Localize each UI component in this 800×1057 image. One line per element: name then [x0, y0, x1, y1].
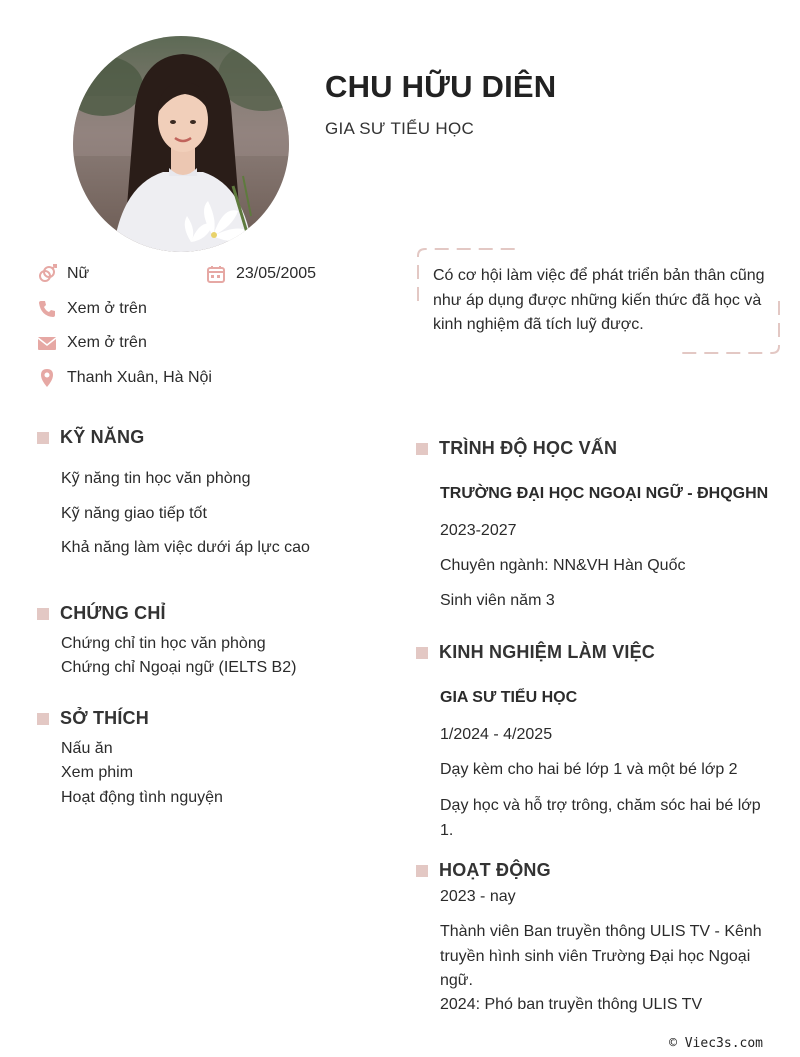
email-row — [37, 333, 147, 353]
calendar-icon — [206, 264, 226, 284]
education-major: Chuyên ngành: NN&VH Hàn Quốc — [440, 557, 686, 574]
section-certificates-label: CHỨNG CHỈ — [60, 603, 166, 623]
experience-period: 1/2024 - 4/2025 — [440, 726, 553, 743]
hobby-item: Xem phim — [61, 764, 134, 781]
birthdate-value: 23/05/2005 — [236, 265, 317, 282]
section-marker — [37, 713, 49, 725]
section-skills-title — [37, 427, 144, 448]
experience-description: Dạy kèm cho hai bé lớp 1 và một bé lớp 2 — [440, 761, 738, 778]
education-period: 2023-2027 — [440, 522, 517, 539]
section-marker — [37, 608, 49, 620]
avatar — [73, 36, 289, 252]
career-objective — [417, 248, 780, 354]
section-experience-label: KINH NGHIỆM LÀM VIỆC — [439, 642, 656, 662]
activity-description: 2024: Phó ban truyền thông ULIS TV — [440, 996, 703, 1013]
section-education-label: TRÌNH ĐỘ HỌC VẤN — [439, 438, 618, 458]
section-activities-title — [416, 860, 551, 881]
section-skills-label: KỸ NĂNG — [60, 427, 145, 447]
phone-row — [37, 299, 147, 319]
experience-description: Dạy học và hỗ trợ trông, chăm sóc hai bé lớp 1. — [440, 797, 761, 839]
location-pin-icon — [37, 368, 57, 388]
experience-position: GIA SƯ TIỂU HỌC — [440, 689, 578, 706]
section-activities-label: HOẠT ĐỘNG — [439, 860, 551, 880]
activity-description: Thành viên Ban truyền thông ULIS TV - Kênh truyền hình sinh viên Trường Đại học Ngoại ngữ. — [440, 923, 762, 989]
section-marker — [37, 432, 49, 444]
section-experience-title — [416, 642, 655, 663]
gender-row — [37, 264, 89, 284]
objective-text: Có cơ hội làm việc để phát triển bản thân cũng như áp dụng được những kiến thức đã học và kinh nghiệm đã tích luỹ được. — [433, 267, 765, 333]
section-marker — [416, 647, 428, 659]
certificate-item: Chứng chỉ tin học văn phòng — [61, 635, 266, 652]
job-title: GIA SƯ TIỂU HỌC — [325, 119, 475, 138]
hobby-item: Nấu ăn — [61, 740, 113, 757]
phone-icon — [37, 299, 57, 319]
section-certificates-title — [37, 603, 166, 624]
phone-value: Xem ở trên — [67, 300, 147, 317]
address-value: Thanh Xuân, Hà Nội — [67, 369, 212, 386]
certificate-item: Chứng chỉ Ngoại ngữ (IELTS B2) — [61, 659, 297, 676]
address-row — [37, 368, 212, 388]
gender-value: Nữ — [67, 265, 90, 282]
section-hobbies-label: SỞ THÍCH — [60, 708, 149, 728]
section-marker — [416, 443, 428, 455]
section-hobbies-title — [37, 708, 149, 729]
skill-item: Kỹ năng tin học văn phòng — [61, 470, 251, 487]
skill-item: Khả năng làm việc dưới áp lực cao — [61, 539, 310, 556]
section-marker — [416, 865, 428, 877]
skill-item: Kỹ năng giao tiếp tốt — [61, 505, 207, 522]
hobby-item: Hoạt động tình nguyện — [61, 789, 223, 806]
portrait-photo-icon — [73, 36, 289, 252]
mail-icon — [37, 333, 57, 353]
section-education-title — [416, 438, 617, 459]
education-status: Sinh viên năm 3 — [440, 592, 555, 609]
activity-period: 2023 - nay — [440, 888, 516, 905]
birthdate-row — [206, 264, 316, 284]
page-title: CHU HỮU DIÊN — [325, 69, 557, 104]
gender-icon — [37, 264, 57, 284]
email-value: Xem ở trên — [67, 334, 147, 351]
school-name: TRƯỜNG ĐẠI HỌC NGOẠI NGỮ - ĐHQGHN — [440, 485, 769, 502]
footer-watermark: © Viec3s.com — [669, 1036, 763, 1051]
